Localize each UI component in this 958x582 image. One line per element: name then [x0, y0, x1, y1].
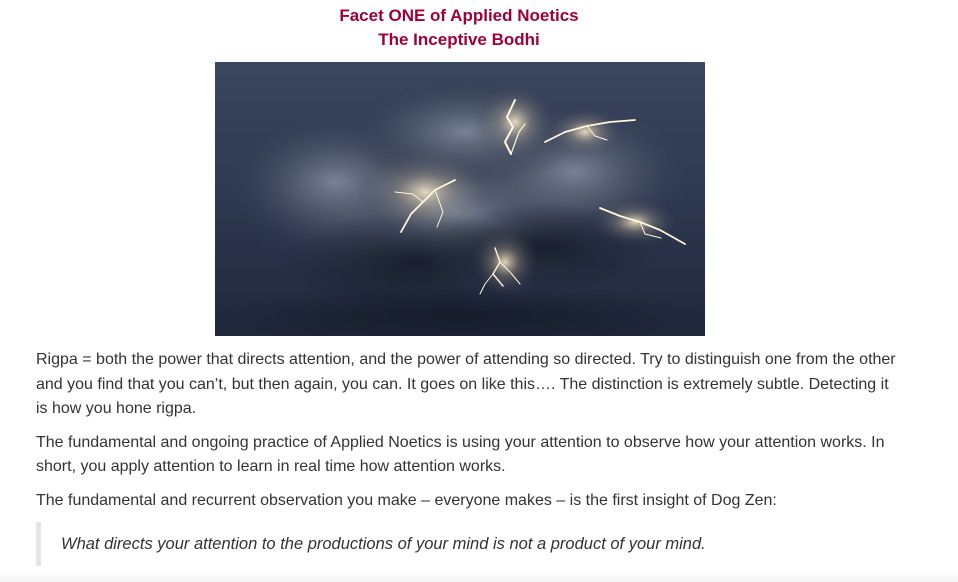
header-title: Facet ONE of Applied Noetics [339, 6, 579, 25]
blockquote [36, 522, 896, 566]
storm-lightning-image [215, 62, 705, 336]
bottom-edge [0, 572, 958, 582]
article-body [36, 348, 896, 522]
header-subtitle: The Inceptive Bodhi [378, 30, 540, 49]
paragraph-observation: The fundamental and recurrent observation you make – everyone makes – is the first insight of Dog Zen: [36, 491, 777, 509]
blockquote-text: What directs your attention to the productions of your mind is not a product of your mind. [61, 534, 706, 553]
paragraph-practice: The fundamental and ongoing practice of Applied Noetics is using your attention to observe how your attention works. In short, you apply attention to learn in real time how attention works. [36, 433, 885, 475]
page-header [0, 4, 918, 52]
paragraph-rigpa: Rigpa = both the power that directs attention, and the power of attending so directed. Try to distinguish one from the other and you find that you can’t, but then again, you can. It goes on like this…. The distinction is extremely subtle. Detecting it is how you hone rigpa. [36, 351, 896, 417]
